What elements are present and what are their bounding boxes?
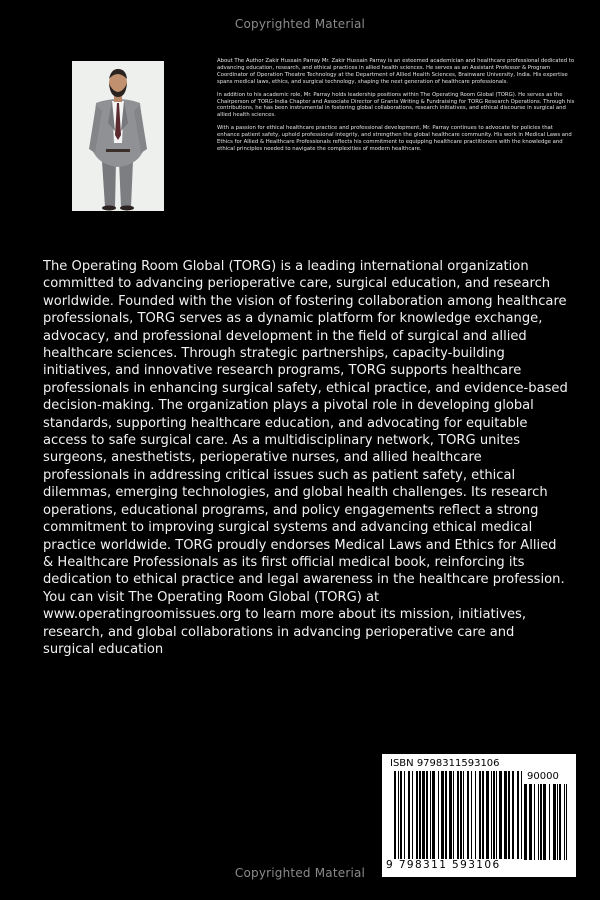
barcode-bar (529, 784, 532, 860)
barcode-bar (504, 771, 507, 859)
author-bio (217, 58, 575, 159)
barcode-bar (400, 771, 402, 859)
barcode-bar (564, 784, 565, 860)
torg-description: The Operating Room Global (TORG) is a leading international organization committed to advancing perioperative care, surgical education, and research worldwide. Founded with the vision of fostering collaboration among healthcare professionals, TORG serves as a dynamic platform for knowledge exchange, advocacy, and professional development in the field of surgical and allied healthcare sciences. Through strategic partnerships, capacity-building initiatives, and innovative research programs, TORG supports healthcare professionals in enhancing surgical safety, ethical practice, and evidence-based decision-making. The organization plays a pivotal role in developing global standards, supporting healthcare education, and advocating for equitable access to safe surgical care. As a multidisciplinary network, TORG unites surgeons, anesthetists, perioperative nurses, and allied healthcare professionals in addressing critical issues such as patient safety, ethical dilemmas, emerging technologies, and global health challenges. Its research operations, educational programs, and policy engagements reflect a strong commitment to improving surgical systems and advancing ethical medical practice worldwide. TORG proudly endorses Medical Laws and Ethics for Allied & Healthcare Professionals as its first official medical book, reinforcing its dedication to ethical practice and legal awareness in the healthcare profession. You can visit The Operating Room Global (TORG) at www.operatingroomissues.org to learn more about its mission, initiatives, research, and global collaborations in advancing perioperative care and surgical education (43, 259, 568, 657)
author-photo (72, 61, 164, 211)
author-photo-image (72, 61, 164, 211)
barcode-bar (426, 771, 428, 859)
watermark-bottom: Copyrighted Material (234, 866, 366, 880)
barcode-bar (416, 771, 418, 859)
barcode-bar (422, 771, 425, 859)
barcode-bar (475, 771, 476, 859)
barcode-bar (432, 771, 435, 859)
barcode-bar (394, 771, 396, 859)
barcode-bar (471, 771, 472, 859)
barcode-bar (543, 784, 546, 860)
barcode-bar (491, 771, 492, 859)
barcode-bar (467, 771, 469, 859)
barcode-bar (449, 771, 452, 859)
barcode-bar (457, 771, 459, 859)
barcode-bar (398, 771, 399, 859)
barcode-bar (460, 771, 462, 859)
author-bio-paragraph-3: With a passion for ethical healthcare practice and professional development, Mr. Parray continues to advocate for policies that enhance patient safety, uphold professional integrity, and strengthen the global healthcare community. His work in Medical Laws and Ethics for Allied & Healthcare Professionals reflects his commitment to equipping healthcare practitioners with the knowledge and ethical principles needed to navigate the complexities of modern healthcare. (217, 125, 572, 152)
barcode-bar (538, 784, 539, 860)
barcode-bar (453, 771, 454, 859)
barcode-bar (559, 784, 561, 860)
barcode-bar (486, 771, 489, 859)
barcode-bar (419, 771, 421, 859)
barcode-bar (512, 771, 514, 859)
barcode-bar (540, 784, 542, 860)
barcode-bar (482, 771, 484, 859)
barcode-bar (534, 784, 535, 860)
isbn-label: ISBN 9798311593106 (390, 758, 500, 769)
barcode-bar (493, 771, 495, 859)
price-code: 90000 (527, 771, 559, 782)
price-addon-barcode (524, 784, 568, 866)
author-bio-paragraph-2: In addition to his academic role, Mr. Parray holds leadership positions within The Operating Room Global (TORG). He serves as the Chairperson of TORG-India Chapter and Associate Director of Grants Writing & Fundraising for TORG Research Operations. Through his contributions, he has been instrumental in fostering global collaborations, research initiatives, and ethical discourse in surgical and allied health sciences. (217, 91, 575, 119)
barcode-bar (524, 784, 527, 860)
barcode-bar (508, 771, 510, 859)
barcode-bar (438, 771, 439, 859)
barcode-bar (430, 771, 431, 859)
barcode-bar (445, 771, 447, 859)
barcode-bar (557, 784, 558, 860)
barcode-bar (566, 784, 567, 860)
barcode-bar (517, 771, 519, 859)
barcode-bar (521, 771, 522, 859)
barcode-bar (479, 771, 481, 859)
barcode-number: 9 798311 593106 (386, 859, 501, 871)
barcode-bar (463, 771, 464, 859)
barcode-bar (549, 784, 550, 860)
author-bio-paragraph-1: About The Author Zakir Hussain Parray Mr. Zakir Hussain Parray is an esteemed academician and healthcare professional dedicated to advancing education, research, and ethical practices in allied health sciences. He serves as an Assistant Professor & Program Coordinator of Operation Theatre Technology at the Department of Allied Health Sciences, Brainware University, India. His expertise spans medical laws, ethics, and surgical technology, shaping the next generation of healthcare professionals. (217, 58, 575, 85)
isbn-barcode-box (382, 754, 576, 877)
barcode-bar (408, 771, 410, 859)
barcode-bar (496, 771, 497, 859)
barcode-bar (404, 771, 405, 859)
barcode-bar (499, 771, 502, 859)
barcode-bar (553, 784, 556, 860)
barcode-bar (441, 771, 444, 859)
watermark-top: Copyrighted Material (234, 17, 366, 31)
ean-barcode (394, 771, 522, 861)
barcode-bar (412, 771, 413, 859)
